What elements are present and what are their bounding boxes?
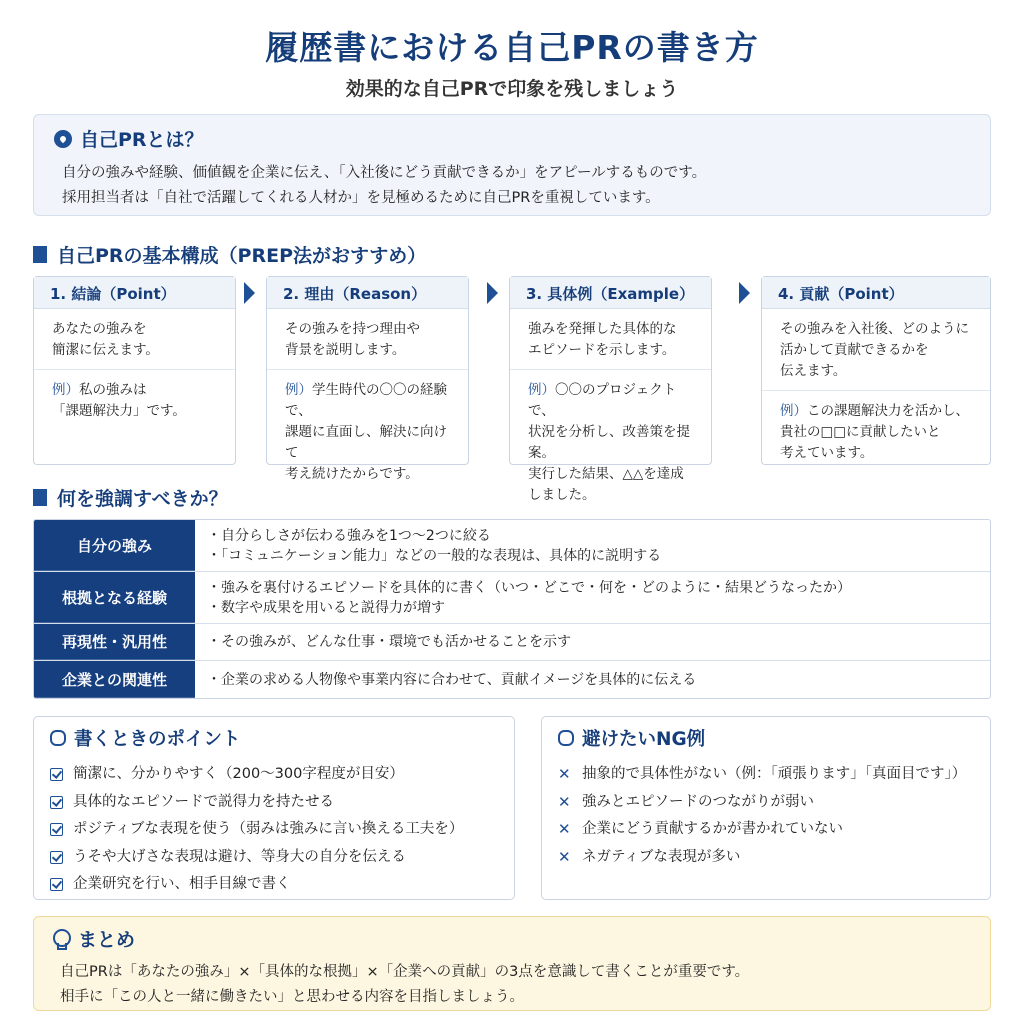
list-item-text: 強みとエピソードのつながりが弱い — [582, 793, 814, 810]
card-example — [34, 370, 235, 432]
arrow-right-icon — [487, 282, 498, 304]
list-item — [50, 789, 498, 817]
intro-box — [33, 114, 991, 216]
example-label: 例） — [528, 382, 555, 398]
card-example-line: しました。 — [528, 487, 596, 503]
example-label: 例） — [780, 403, 807, 419]
card-body — [267, 309, 468, 370]
list-item — [50, 761, 498, 789]
list-item — [558, 816, 974, 844]
row-value — [195, 624, 990, 660]
list-item-text: 企業研究を行い、相手目線で書く — [73, 876, 291, 892]
arrow-right-icon — [244, 282, 255, 304]
card-body-line: 簡潔に伝えます。 — [52, 342, 159, 358]
page-title: 履歴書における自己PRの書き方 — [265, 28, 759, 67]
card-body — [510, 309, 711, 370]
card-example-line: 貴社の□□に貢献したいと — [780, 424, 941, 440]
ng-title: 避けたいNG例 — [582, 729, 706, 750]
emphasis-heading-text: 何を強調すべきか？ — [57, 488, 228, 510]
intro-line: 自分の強みや経験、価値観を企業に伝え、「入社後にどう貢献できるか」をアピールするものです。 — [62, 165, 707, 181]
row-value — [195, 661, 990, 698]
card-title: 4. 貢献（Point） — [762, 277, 990, 309]
cross-icon: ✕ — [558, 765, 571, 783]
prep-card-point — [33, 276, 236, 465]
structure-heading — [33, 241, 426, 268]
table-row — [34, 661, 990, 698]
row-line: ・その強みが、どんな仕事・環境でも活かせることを示す — [207, 634, 571, 650]
card-example — [267, 370, 468, 495]
table-row — [34, 624, 990, 661]
card-body — [762, 309, 990, 391]
checkbox-icon — [50, 851, 63, 864]
example-label: 例） — [285, 382, 312, 398]
tips-title: 書くときのポイント — [74, 729, 241, 750]
cross-icon: ✕ — [558, 847, 571, 866]
section-marker-icon — [33, 246, 47, 263]
checkbox-icon — [50, 796, 63, 809]
checkbox-icon — [50, 823, 63, 836]
cross-icon: ✕ — [558, 820, 571, 838]
warning-badge-icon — [558, 730, 574, 746]
emphasis-table — [33, 519, 991, 699]
card-body-line: その強みを入社後、どのように — [780, 321, 969, 337]
emphasis-heading — [33, 484, 228, 511]
card-example-line: 私の強みは — [79, 382, 147, 398]
prep-card-reason — [266, 276, 469, 482]
example-label: 例） — [52, 382, 79, 398]
card-example-line: 実行した結果、△△を達成 — [528, 466, 684, 482]
row-key: 企業との関連性 — [34, 661, 195, 698]
structure-heading-text: 自己PRの基本構成（PREP法がおすすめ） — [57, 245, 427, 267]
card-title: 1. 結論（Point） — [34, 277, 235, 309]
card-body-line: あなたの強みを — [52, 321, 147, 337]
prep-card-contribution — [761, 276, 991, 465]
lightbulb-icon — [52, 929, 68, 949]
info-icon — [54, 130, 72, 148]
card-example-line: 考えています。 — [780, 445, 874, 461]
card-example-line: この課題解決力を活かし、 — [807, 403, 969, 419]
card-body-line: 伝えます。 — [780, 363, 847, 379]
row-key: 再現性・汎用性 — [34, 624, 195, 660]
row-line: ・数字や成果を用いると説得力が増す — [207, 599, 445, 616]
card-body-line: 活かして貢献できるかを — [780, 342, 929, 358]
row-key: 根拠となる経験 — [34, 572, 195, 623]
checkbox-icon — [50, 768, 63, 781]
list-item-text: ポジティブな表現を使う（弱みは強みに言い換える工夫を） — [73, 821, 464, 837]
summary-line: 相手に「この人と一緒に働きたい」と思わせる内容を目指しましょう。 — [60, 989, 524, 1005]
row-line: ・企業の求める人物像や事業内容に合わせて、貢献イメージを具体的に伝える — [207, 671, 697, 688]
card-example-line: 課題に直面し、解決に向けて — [285, 424, 447, 461]
list-item-text: 企業にどう貢献するかが書かれていない — [582, 821, 843, 837]
list-item — [50, 871, 498, 899]
summary-title: まとめ — [78, 929, 136, 951]
list-item-text: 簡潔に、分かりやすく（200〜300字程度が目安） — [73, 766, 404, 782]
card-example-line: 「課題解決力」です。 — [52, 403, 186, 419]
section-marker-icon — [33, 489, 47, 506]
row-line: ・自分らしさが伝わる強みを1つ〜2つに絞る — [207, 527, 491, 544]
row-line: ・強みを裏付けるエピソードを具体的に書く（いつ・どこで・何を・どのように・結果どうなったか） — [207, 579, 851, 596]
card-body-line: 背景を説明します。 — [285, 342, 406, 358]
arrow-right-icon — [739, 282, 750, 304]
card-example-line: 学生時代の〇〇の経験で、 — [285, 382, 447, 419]
row-key: 自分の強み — [34, 520, 195, 571]
table-row — [34, 520, 990, 572]
intro-line: 採用担当者は「自社で活躍してくれる人材か」を見極めるために自己PRを重視しています。 — [62, 190, 660, 206]
card-body — [34, 309, 235, 370]
card-body-line: 強みを発揮した具体的な — [528, 321, 677, 337]
card-example-line: 考え続けたからです。 — [285, 466, 419, 482]
card-title: 2. 理由（Reason） — [267, 277, 468, 309]
ng-box — [541, 716, 991, 900]
card-title: 3. 具体例（Example） — [510, 277, 711, 309]
list-item — [558, 789, 974, 817]
list-item — [50, 816, 498, 844]
list-item-text: 抽象的で具体性がない（例：「頑張ります」「真面目です」） — [582, 766, 967, 782]
card-example — [510, 370, 711, 516]
intro-title: 自己PRとは？ — [80, 129, 204, 151]
card-body-line: エピソードを示します。 — [528, 342, 676, 358]
card-example-line: 状況を分析し、改善策を提案。 — [528, 424, 690, 461]
cross-icon: ✕ — [558, 792, 571, 811]
row-line: ・「コミュニケーション能力」などの一般的な表現は、具体的に説明する — [207, 547, 662, 564]
list-item-text: 具体的なエピソードで説得力を持たせる — [73, 793, 334, 810]
list-item — [558, 844, 974, 872]
list-item-text: ネガティブな表現が多い — [582, 848, 741, 865]
tips-box — [33, 716, 515, 900]
check-badge-icon — [50, 730, 66, 746]
page-subtitle: 効果的な自己PRで印象を残しましょう — [345, 78, 679, 100]
list-item — [558, 761, 974, 789]
checkbox-icon — [50, 878, 63, 891]
table-row — [34, 572, 990, 624]
list-item — [50, 844, 498, 872]
row-value — [195, 520, 990, 571]
card-example-line: 〇〇のプロジェクトで、 — [528, 382, 677, 419]
card-body-line: その強みを持つ理由や — [285, 321, 420, 337]
row-value — [195, 572, 990, 623]
list-item-text: うそや大げさな表現は避け、等身大の自分を伝える — [73, 848, 406, 865]
card-example — [762, 391, 990, 474]
prep-card-example — [509, 276, 712, 503]
summary-box — [33, 916, 991, 1011]
summary-line: 自己PRは「あなたの強み」×「具体的な根拠」×「企業への貢献」の3点を意識して書くことが重要です。 — [60, 964, 750, 980]
